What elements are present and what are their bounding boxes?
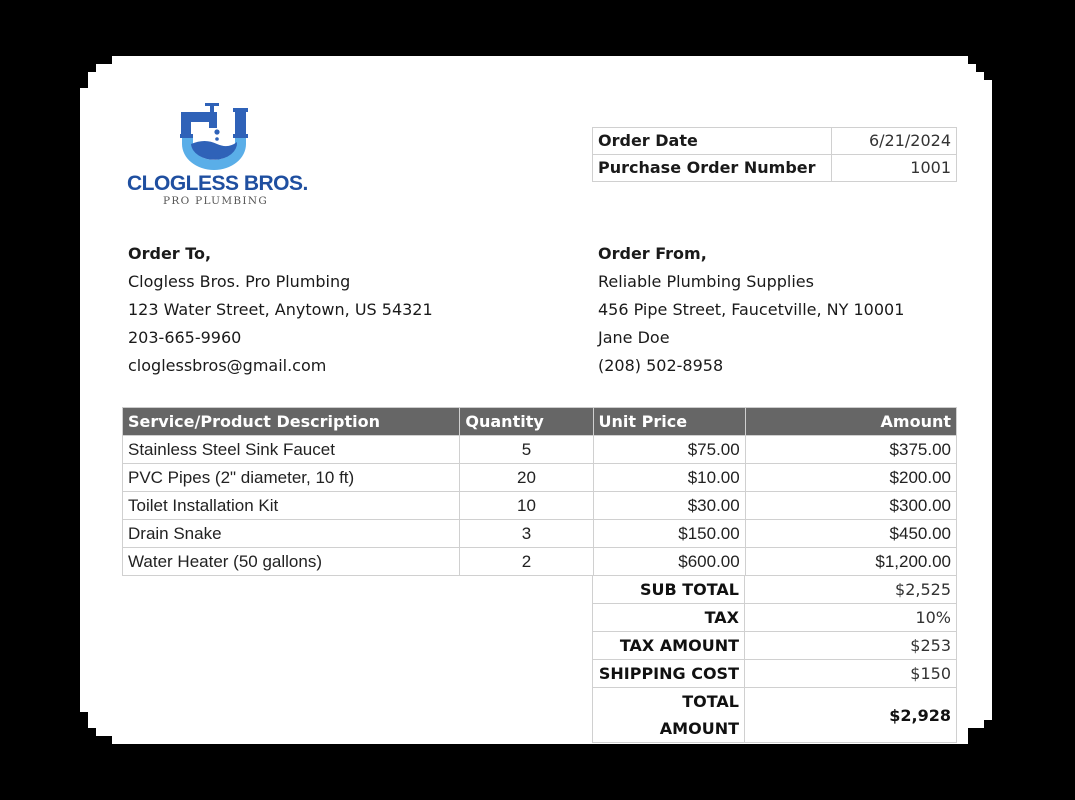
table-row [123, 492, 957, 520]
item-amount: $375.00 [745, 436, 956, 464]
item-unit-price: $10.00 [593, 464, 745, 492]
subtotal-row [593, 576, 957, 604]
shipping-row [593, 660, 957, 688]
item-description: Stainless Steel Sink Faucet [123, 436, 460, 464]
tax-row [593, 604, 957, 632]
company-logo [125, 100, 310, 210]
item-quantity: 10 [460, 492, 593, 520]
po-number-label: Purchase Order Number [593, 155, 832, 182]
line-items-table [122, 407, 957, 576]
tax-label: TAX [593, 604, 745, 632]
order-to-block [128, 240, 433, 380]
tax-amount-label: TAX AMOUNT [593, 632, 745, 660]
table-row [123, 464, 957, 492]
order-from-phone: (208) 502-8958 [598, 356, 724, 375]
order-to-address: 123 Water Street, Anytown, US 54321 [128, 300, 433, 319]
column-header-amount: Amount [745, 408, 956, 436]
faucet-pipe-icon [125, 100, 310, 172]
column-header-unit-price: Unit Price [593, 408, 745, 436]
po-number-row [593, 155, 957, 182]
total-amount-row [593, 688, 957, 743]
tax-amount-row [593, 632, 957, 660]
item-unit-price: $150.00 [593, 520, 745, 548]
company-name: CLOGLESS BROS. [127, 172, 308, 195]
order-date-value: 6/21/2024 [832, 128, 957, 155]
item-quantity: 5 [460, 436, 593, 464]
subtotal-value: $2,525 [745, 576, 957, 604]
item-quantity: 3 [460, 520, 593, 548]
item-description: Toilet Installation Kit [123, 492, 460, 520]
item-description: Water Heater (50 gallons) [123, 548, 460, 576]
order-from-heading: Order From, [598, 244, 707, 263]
total-amount-label: TOTAL AMOUNT [593, 688, 745, 743]
item-amount: $450.00 [745, 520, 956, 548]
total-amount-value: $2,928 [745, 688, 957, 743]
item-unit-price: $75.00 [593, 436, 745, 464]
item-amount: $300.00 [745, 492, 956, 520]
shipping-value: $150 [745, 660, 957, 688]
order-info-table [592, 127, 957, 182]
order-from-contact: Jane Doe [598, 328, 670, 347]
table-row [123, 520, 957, 548]
item-quantity: 2 [460, 548, 593, 576]
item-unit-price: $30.00 [593, 492, 745, 520]
column-header-description: Service/Product Description [123, 408, 460, 436]
item-description: Drain Snake [123, 520, 460, 548]
po-number-value: 1001 [832, 155, 957, 182]
order-from-company: Reliable Plumbing Supplies [598, 272, 814, 291]
order-to-heading: Order To, [128, 244, 212, 263]
tax-amount-value: $253 [745, 632, 957, 660]
item-description: PVC Pipes (2" diameter, 10 ft) [123, 464, 460, 492]
item-amount: $200.00 [745, 464, 956, 492]
table-row [123, 548, 957, 576]
item-quantity: 20 [460, 464, 593, 492]
table-header-row [123, 408, 957, 436]
order-from-address: 456 Pipe Street, Faucetville, NY 10001 [598, 300, 905, 319]
tax-value: 10% [745, 604, 957, 632]
totals-table [592, 575, 957, 743]
shipping-label: SHIPPING COST [593, 660, 745, 688]
subtotal-label: SUB TOTAL [593, 576, 745, 604]
order-to-phone: 203-665-9960 [128, 328, 242, 347]
order-date-label: Order Date [593, 128, 832, 155]
company-tagline: PRO PLUMBING [163, 195, 269, 207]
order-to-email: cloglessbros@gmail.com [128, 356, 327, 375]
item-amount: $1,200.00 [745, 548, 956, 576]
column-header-quantity: Quantity [460, 408, 593, 436]
order-to-company: Clogless Bros. Pro Plumbing [128, 272, 351, 291]
table-row [123, 436, 957, 464]
order-from-block [598, 240, 904, 380]
order-date-row [593, 128, 957, 155]
item-unit-price: $600.00 [593, 548, 745, 576]
